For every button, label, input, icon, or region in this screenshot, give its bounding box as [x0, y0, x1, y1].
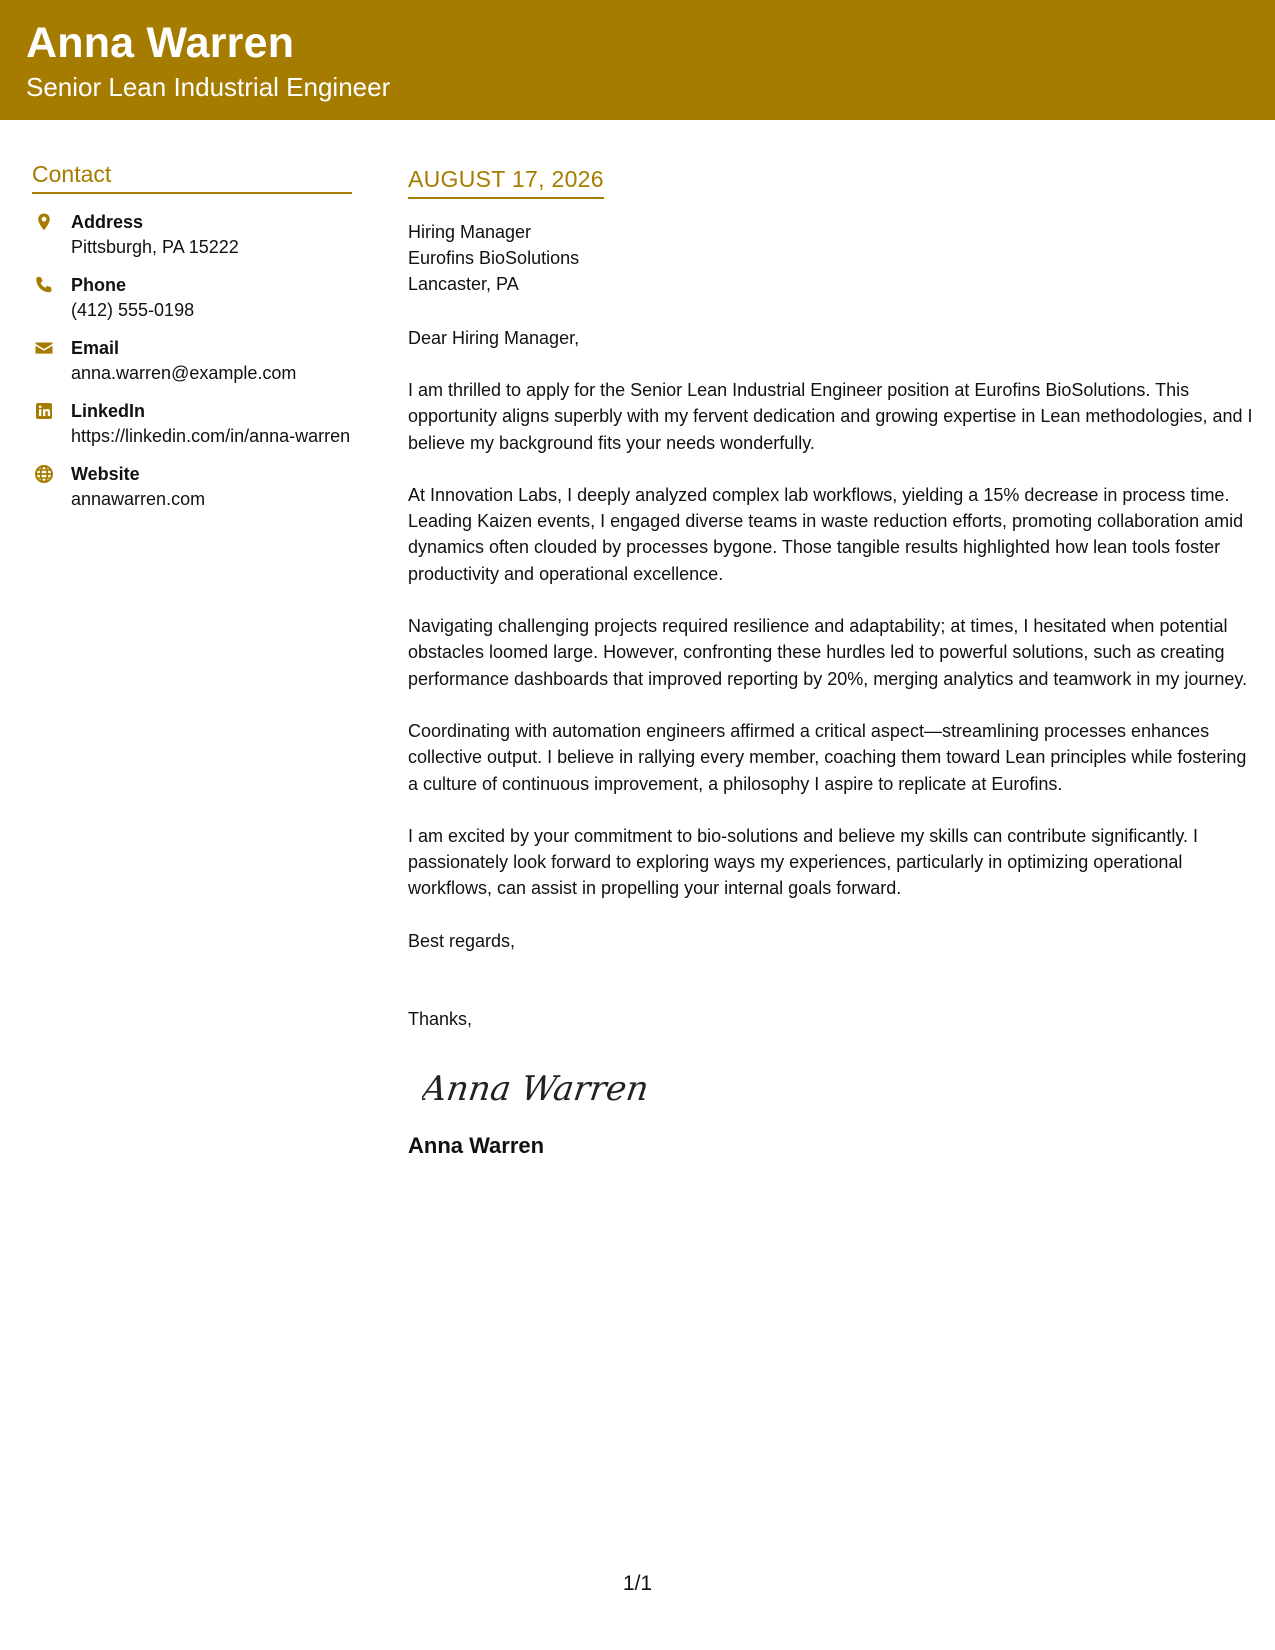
map-pin-icon [34, 212, 54, 232]
phone-icon [34, 275, 54, 295]
letter-paragraph: I am excited by your commitment to bio-solutions and believe my skills can contribute significantly. I passionately look forward to exploring ways my experiences, particularly in optimizing operational workflows, can assist in propelling your internal goals forward. [408, 825, 1199, 899]
contact-section-title: Contact [32, 163, 352, 194]
linkedin-icon [34, 401, 54, 421]
globe-icon [34, 464, 54, 484]
contact-item-address [32, 210, 352, 260]
letter-closing: Best regards, [408, 930, 516, 951]
letter-greeting: Dear Hiring Manager, [408, 328, 580, 348]
letter-paragraph: I am thrilled to apply for the Senior Lean Industrial Engineer position at Eurofins BioSolutions. This opportunity aligns superbly with my fervent dedication and growing expertise in Lean methodologies, and I believe my background fits your needs wonderfully. [408, 380, 1253, 453]
letter-date: AUGUST 17, 2026 [408, 168, 604, 199]
contact-item-phone [32, 273, 352, 323]
letter-body [408, 168, 1253, 1157]
letter-paragraph: Navigating challenging projects required resilience and adaptability; at times, I hesitated when potential obstacles loomed large. However, confronting these hurdles led to powerful solutions, such as creating performance dashboards that improved reporting by 20%, merging analytics and teamwork in my journey. [408, 616, 1248, 689]
contact-value-phone: (412) 555-0198 [71, 300, 195, 320]
contact-item-email [32, 336, 352, 386]
contact-sidebar [32, 163, 352, 525]
recipient-company: Eurofins BioSolutions [408, 248, 580, 268]
svg-text:Anna Warren: Anna Warren [422, 1068, 652, 1109]
recipient-location: Lancaster, PA [408, 274, 519, 294]
contact-label-address: Address [71, 212, 144, 232]
contact-value-website[interactable]: annawarren.com [71, 489, 206, 509]
contact-label-website: Website [71, 464, 140, 484]
contact-item-linkedin [32, 399, 352, 449]
signature-image [422, 1062, 662, 1112]
header-banner [0, 0, 1275, 120]
applicant-title: Senior Lean Industrial Engineer [26, 72, 391, 102]
signed-name: Anna Warren [408, 1132, 545, 1158]
applicant-name: Anna Warren [26, 19, 295, 67]
contact-label-linkedin: LinkedIn [71, 401, 146, 421]
page-number: 1/1 [622, 1572, 653, 1595]
letter-paragraph: At Innovation Labs, I deeply analyzed complex lab workflows, yielding a 15% decrease in process time. Leading Kaizen events, I engaged diverse teams in waste reduction efforts, promoting collaboration amid dynamics often clouded by processes bygone. Those tangible results highlighted how lean tools foster productivity and operational excellence. [408, 484, 1244, 584]
contact-item-website [32, 462, 352, 512]
contact-value-address: Pittsburgh, PA 15222 [71, 237, 239, 257]
contact-label-phone: Phone [71, 275, 127, 295]
letter-paragraph: Coordinating with automation engineers affirmed a critical aspect—streamlining processes enhances collective output. I believe in rallying every member, coaching them toward Lean principles while fostering a culture of continuous improvement, a philosophy I aspire to replicate at Eurofins. [408, 720, 1247, 794]
recipient-name: Hiring Manager [408, 222, 532, 242]
letter-thanks: Thanks, [408, 1008, 473, 1029]
contact-value-linkedin[interactable]: https://linkedin.com/in/anna-warren [71, 426, 351, 446]
contact-label-email: Email [71, 338, 120, 358]
recipient-block [408, 219, 1253, 297]
contact-value-email[interactable]: anna.warren@example.com [71, 363, 297, 383]
envelope-icon [34, 338, 54, 358]
